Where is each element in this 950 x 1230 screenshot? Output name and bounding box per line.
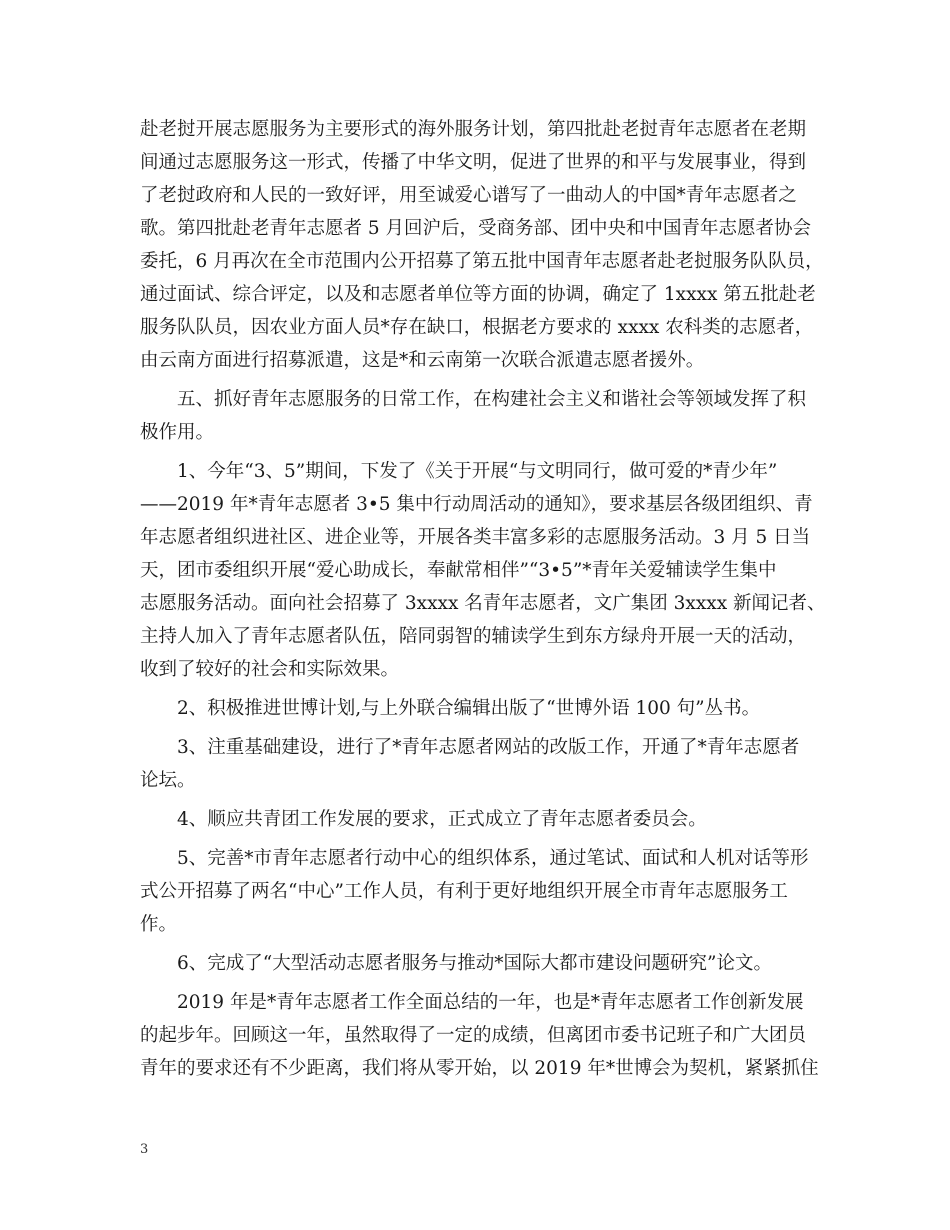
- text-line: 2、积极推进世博计划,与上外联合编辑出版了“世博外语 100 句”丛书。: [177, 698, 761, 719]
- text-line: 式公开招募了两名“中心”工作人员，有利于更好地组织开展全市青年志愿服务工: [140, 881, 788, 902]
- paragraph-p1: [140, 113, 824, 377]
- paragraph-p3: [140, 455, 826, 686]
- paragraph-p7: [140, 842, 812, 941]
- text-line: 作。: [140, 914, 178, 935]
- text-line: 2019 年是*青年志愿者工作全面总结的一年，也是*青年志愿者工作创新发展: [177, 992, 804, 1013]
- text-line: 极作用。: [140, 422, 215, 443]
- paragraph-p6: [140, 803, 812, 836]
- paragraph-p9: [140, 986, 819, 1085]
- text-line: 3、注重基础建设，进行了*青年志愿者网站的改版工作，开通了*青年志愿者: [177, 737, 800, 758]
- text-line: 服务队队员，因农业方面人员*存在缺口，根据老方要求的 xxxx 农科类的志愿者，: [140, 317, 814, 338]
- text-line: 1、今年“3、5”期间，下发了《关于开展“与文明同行，做可爱的*青少年”: [177, 461, 778, 482]
- text-line: 赴老挝开展志愿服务为主要形式的海外服务计划，第四批赴老挝青年志愿者在老期: [140, 119, 807, 140]
- text-line: 6、完成了“大型活动志愿者服务与推动*国际大都市建设问题研究”论文。: [177, 953, 772, 974]
- paragraph-p5: [140, 731, 812, 797]
- text-line: 间通过志愿服务这一形式，传播了中华文明，促进了世界的和平与发展事业，得到: [140, 152, 807, 173]
- text-line: 了老挝政府和人民的一致好评，用至诚爱心谱写了一曲动人的中国*青年志愿者之: [140, 185, 797, 206]
- text-line: 收到了较好的社会和实际效果。: [140, 659, 400, 680]
- text-line: 青年的要求还有不少距离，我们将从零开始，以 2019 年*世博会为契机，紧紧抓住: [140, 1058, 819, 1079]
- text-line: 五、抓好青年志愿服务的日常工作，在构建社会主义和谐社会等领域发挥了积: [177, 389, 807, 410]
- text-line: 的起步年。回顾这一年，虽然取得了一定的成绩，但离团市委书记班子和广大团员: [140, 1025, 807, 1046]
- text-line: 通过面试、综合评定，以及和志愿者单位等方面的协调，确定了 1xxxx 第五批赴老: [140, 284, 816, 305]
- text-line: 委托，6 月再次在全市范围内公开招募了第五批中国青年志愿者赴老挝服务队队员，: [140, 251, 824, 272]
- paragraph-p2: [140, 383, 812, 449]
- paragraph-p4: [140, 692, 812, 725]
- text-line: 歌。第四批赴老青年志愿者 5 月回沪后，受商务部、团中央和中国青年志愿者协会: [140, 218, 812, 239]
- paragraph-p8: [140, 947, 812, 980]
- text-line: 由云南方面进行招募派遣，这是*和云南第一次联合派遣志愿者援外。: [140, 350, 705, 371]
- text-line: ——2019 年*青年志愿者 3•5 集中行动周活动的通知》，要求基层各级团组织、青: [140, 494, 813, 515]
- document-body: [140, 113, 826, 1085]
- text-line: 天，团市委组织开展“爱心助成长，奉献常相伴”“3•5”*青年关爱辅读学生集中: [140, 560, 777, 581]
- text-line: 志愿服务活动。面向社会招募了 3xxxx 名青年志愿者，文广集团 3xxxx 新闻记者、: [140, 593, 826, 614]
- page-number: 3: [140, 1142, 149, 1157]
- text-line: 主持人加入了青年志愿者队伍，陪同弱智的辅读学生到东方绿舟开展一天的活动，: [140, 626, 807, 647]
- text-line: 4、顺应共青团工作发展的要求，正式成立了青年志愿者委员会。: [177, 809, 707, 830]
- text-line: 论坛。: [140, 770, 196, 791]
- text-line: 5、完善*市青年志愿者行动中心的组织体系，通过笔试、面试和人机对话等形: [177, 848, 809, 869]
- text-line: 年志愿者组织进社区、进企业等，开展各类丰富多彩的志愿服务活动。3 月 5 日当: [140, 527, 811, 548]
